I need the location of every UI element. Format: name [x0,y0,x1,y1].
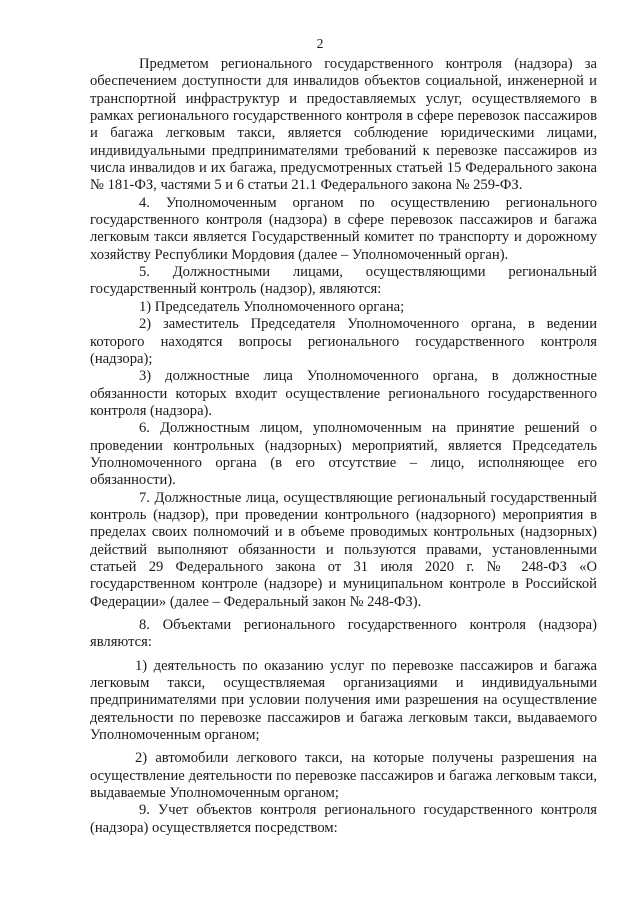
paragraph-6-decision-maker: 6. Должностным лицом, уполномоченным на принятие решений о проведении контрольных (надзорных) мероприятий, является Председатель Уполномоченного органа (в его отсутствие – лицо, исполняющее его обязанности). [90,420,597,489]
paragraph-7-duties-and-rights: 7. Должностные лица, осуществляющие региональный государственный контроль (надзор), при проведении контрольного (надзорного) мероприятия в пределах своих полномочий и в объеме проводимых контрольных (надзорных) действий выполняют обязанности и пользуются правами, установленными статьей 29 Федерального закона от 31 июля 2020 г. № 248-ФЗ «О государственном контроле (надзоре) и муниципальном контроле в Российской Федерации» (далее – Федеральный закон № 248-ФЗ). [90,489,597,610]
list-item-deputy-chairman: 2) заместитель Председателя Уполномоченного органа, в ведении которого находятся вопросы регионального государственного контроля (надзора); [90,316,597,367]
document-body [90,56,597,837]
paragraph-5-officials: 5. Должностными лицами, осуществляющими региональный государственный контроль (надзор), являются: [90,264,597,298]
page-number: 2 [316,36,324,51]
paragraph-9-accounting: 9. Учет объектов контроля регионального государственного контроля (надзора) осуществляется посредством: [90,802,597,836]
paragraph-8-objects-of-control: 8. Объектами регионального государственного контроля (надзора) являются: [90,617,597,651]
list-item-chairman: 1) Председатель Уполномоченного органа; [139,298,405,315]
list-item-officials: 3) должностные лица Уполномоченного органа, в должностные обязанности которых входит осуществление регионального государственного контроля (надзора). [90,368,597,419]
list-item-taxi-cars: 2) автомобили легкового такси, на которые получены разрешения на осуществление деятельности по перевозке пассажиров и багажа легковым такси, выдаваемые Уполномоченным органом; [90,750,597,802]
paragraph-4-authorized-body: 4. Уполномоченным органом по осуществлению регионального государственного контроля (надзора) в сфере перевозок пассажиров и багажа легковым такси является Государственный комитет по транспорту и дорожному хозяйству Республики Мордовия (далее – Уполномоченный орган). [90,194,597,263]
paragraph-subject-of-control: Предметом регионального государственного контроля (надзора) за обеспечением доступности для инвалидов объектов социальной, инженерной и транспортной инфраструктур и предоставляемых услуг, осуществляемого в рамках регионального государственного контроля в сфере перевозок пассажиров и багажа легковым такси, является соблюдение юридическими лицами, индивидуальными предпринимателями требований к перевозке пассажиров из числа инвалидов и их багажа, предусмотренных статьей 15 Федерального закона № 181-ФЗ, частями 5 и 6 статьи 21.1 Федерального закона № 259-ФЗ. [90,56,597,194]
list-item-taxi-activity: 1) деятельность по оказанию услуг по перевозке пассажиров и багажа легковым такси, осуществляемая организациями и индивидуальными предпринимателями при условии получения ими разрешения на осуществление деятельности по перевозке пассажиров и багажа легковым такси, выдаваемого Уполномоченным органом; [90,657,597,744]
